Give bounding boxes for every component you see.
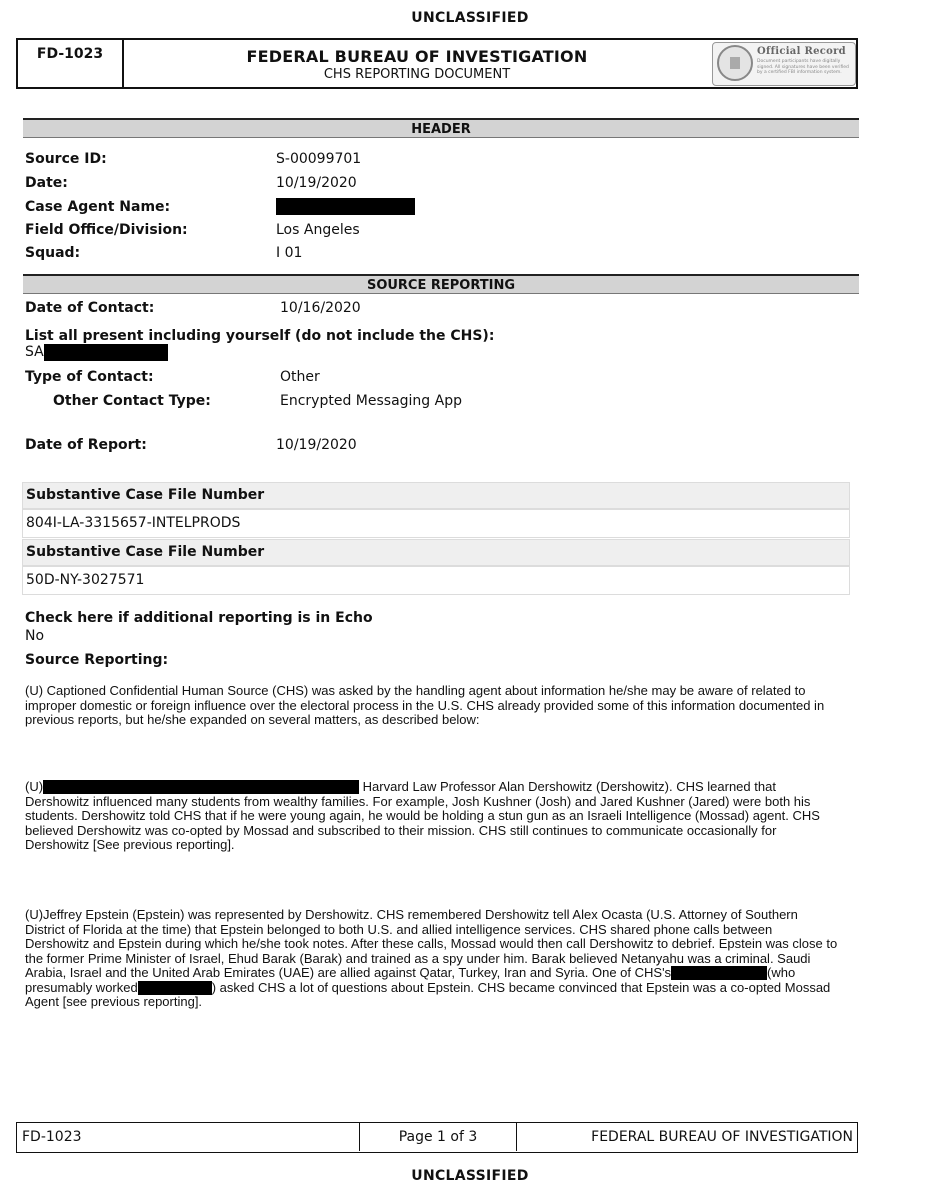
classification-top: UNCLASSIFIED [411,10,529,26]
agency-block [124,40,710,82]
seal-title: Official Record [757,46,846,57]
other-contact-type-value: Encrypted Messaging App [280,393,462,409]
date-label: Date: [25,175,68,191]
fbi-seal-icon [717,45,753,81]
paragraph-3-text-a: (U)Jeffrey Epstein (Epstein) was represented by Dershowitz. CHS remembered Dershowitz tell Alex Ocasta (U.S. Attorney of Southern District of Florida at the time) that Epstein belonged to both U.S. and allied intelligence services. CHS shared phone calls between Dershowitz and Epstein during which he/she took notes. After these calls, Mossad would then call Dershowitz to debrief. Epstein was close to the former Prime Minister of Israel, Ehud Barak (Barak) and trained as a spy under him. Barak believed Netanyahu was a criminal. Saudi Arabia, Israel and the United Arab Emirates (UAE) are allied against Qatar, Turkey, Iran and Syria. One of CHS's [25,907,838,980]
source-reporting-section-bar: SOURCE REPORTING [23,274,859,294]
form-header-box [16,38,858,89]
paragraph-2-prefix: (U) [25,779,44,794]
classification-bottom: UNCLASSIFIED [411,1168,529,1184]
reporting-paragraph-3 [25,908,840,1010]
case-agent-redaction [276,198,415,215]
field-office-value: Los Angeles [276,222,360,238]
echo-label: Check here if additional reporting is in Echo [25,610,373,626]
case-file-value-1: 804I-LA-3315657-INTELPRODS [22,509,850,538]
source-id-value: S-00099701 [276,151,362,167]
date-of-report-label: Date of Report: [25,437,147,453]
present-label: List all present including yourself (do not include the CHS): [25,328,495,344]
seal-text: Document participants have digitally signed. All signatures have been verified by a certified FBI information system. [757,59,849,75]
squad-label: Squad: [25,245,81,261]
source-id-label: Source ID: [25,151,107,167]
paragraph-3-redaction-1 [671,966,767,980]
reporting-paragraph-2 [25,780,840,853]
other-contact-type-label: Other Contact Type: [53,393,211,409]
case-file-header-1: Substantive Case File Number [22,482,850,509]
source-reporting-label: Source Reporting: [25,652,169,668]
reporting-paragraph-1 [25,684,840,728]
footer-page-number: Page 1 of 3 [360,1123,517,1151]
case-agent-label: Case Agent Name: [25,199,171,215]
page-footer [16,1122,858,1153]
date-value: 10/19/2020 [276,175,357,191]
case-file-header-2: Substantive Case File Number [22,539,850,566]
type-of-contact-value: Other [280,369,320,385]
paragraph-3-redaction-2 [138,981,212,995]
paragraph-2-text: Harvard Law Professor Alan Dershowitz (Dershowitz). CHS learned that Dershowitz influenced many students from wealthy families. For example, Josh Kushner (Josh) and Jared Kushner (Jared) were both his students. Dershowitz told CHS that if he were young again, he would be holding a stun gun as an Israeli Intelligence (Mossad) agent. CHS believed Dershowitz was co-opted by Mossad and subscribed to their mission. CHS still continues to communicate occasionally for Dershowitz [See previous reporting]. [25,779,820,852]
paragraph-3-text-b: (who presumably worked [25,965,796,995]
present-redaction [44,344,168,361]
present-prefix: SA [25,344,44,360]
case-file-value-2: 50D-NY-3027571 [22,566,850,595]
paragraph-1-text: (U) Captioned Confidential Human Source (CHS) was asked by the handling agent about information he/she may be aware of related to improper domestic or foreign influence over the electoral process in the U.S. CHS already provided some of this information documented in previous reports, but he/she expanded on several matters, as described below: [25,683,825,727]
field-office-label: Field Office/Division: [25,222,188,238]
header-section-bar: HEADER [23,118,859,138]
date-of-contact-value: 10/16/2020 [280,300,361,316]
date-of-contact-label: Date of Contact: [25,300,155,316]
form-number: FD-1023 [18,40,124,87]
footer-form-number: FD-1023 [17,1123,360,1151]
paragraph-2-redaction [43,780,359,794]
document-type: CHS REPORTING DOCUMENT [323,67,511,82]
footer-agency: FEDERAL BUREAU OF INVESTIGATION [591,1129,853,1145]
echo-value: No [25,628,45,644]
type-of-contact-label: Type of Contact: [25,369,154,385]
official-record-seal [712,42,856,86]
paragraph-3-text-c: ) asked CHS a lot of questions about Epstein. CHS became convinced that Epstein was a co-opted Mossad Agent [see previous reporting]. [25,979,831,1009]
agency-name: FEDERAL BUREAU OF INVESTIGATION [246,47,588,66]
date-of-report-value: 10/19/2020 [276,437,357,453]
squad-value: I 01 [276,245,303,261]
